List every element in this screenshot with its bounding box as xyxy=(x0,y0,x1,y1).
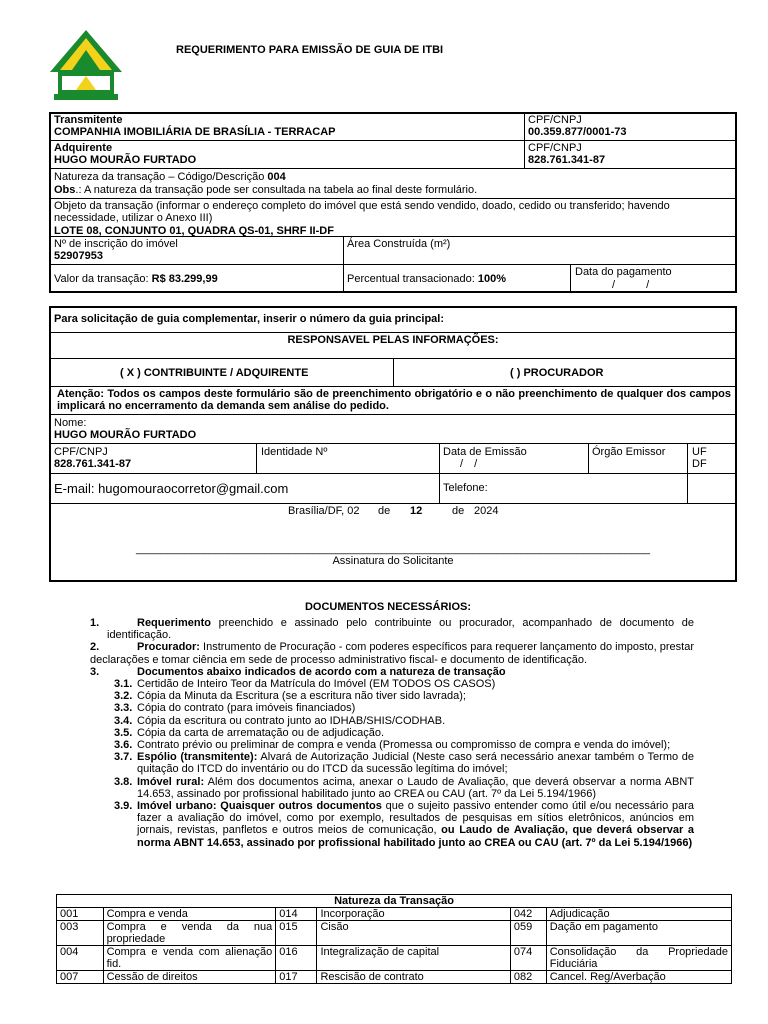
natureza-row xyxy=(57,908,732,921)
uf-value: DF xyxy=(692,458,707,470)
responsavel-block xyxy=(49,306,737,582)
responsavel-title: RESPONSAVEL PELAS INFORMAÇÕES: xyxy=(287,334,499,346)
natureza-desc: Cancel. Reg/Averbação xyxy=(546,971,731,984)
percentual-line: Percentual transacionado: 100% xyxy=(347,273,507,285)
natureza-desc: Adjudicação xyxy=(546,908,731,921)
nome-value: HUGO MOURÃO FURTADO xyxy=(54,429,197,441)
adquirente-doc: 828.761.341-87 xyxy=(528,154,606,166)
percentual-value: 100% xyxy=(477,273,507,285)
natureza-desc: Compra e venda com alienação fid. xyxy=(103,946,276,971)
doc-subitem: 3.1. Certidão de Inteiro Teor da Matrícula do Imóvel (EM TODOS OS CASOS) xyxy=(114,678,496,691)
natureza-row xyxy=(57,971,732,984)
doc-subitem: 3.9. Imóvel urbano: Quaisquer outros documentos que o sujeito passivo entender como útil e/ou necessário para fazer a avaliação do imóvel, como por exemplo, resultados de pesquisas em sítios eletrônicos, anúncios em jornais, revistas, panfletos e outros meios de comunicação, ou Laudo de Avaliação, que deverá observar a norma ABNT 14.653, assinado por profissional habilitado junto ao CREA ou CAU (art. 7º da Lei 5.194/1966) xyxy=(114,800,694,849)
date-de-1: de xyxy=(378,505,391,517)
nome-label: Nome: xyxy=(54,417,87,429)
natureza-code: 016 xyxy=(276,946,317,971)
doc-item-3: 3. Documentos abaixo indicados de acordo com a natureza de transação xyxy=(90,665,506,678)
option-contribuinte[interactable]: ( X ) CONTRIBUINTE / ADQUIRENTE xyxy=(120,367,309,379)
doc-subitem: 3.6. Contrato prévio ou preliminar de compra e venda (Promessa ou compromisso de compra e venda do imóvel); xyxy=(114,739,671,752)
doc-subitem: 3.4. Cópia da escritura ou contrato junto ao IDHAB/SHIS/CODHAB. xyxy=(114,714,446,727)
emissao-value: / / xyxy=(460,458,478,470)
doc-subitem: 3.2. Cópia da Minuta da Escritura (se a escritura não tiver sido lavrada); xyxy=(114,690,466,703)
natureza-desc: Incorporação xyxy=(317,908,510,921)
doc-sublist xyxy=(90,678,694,849)
date-month: 12 xyxy=(410,505,423,517)
date-year: 2024 xyxy=(474,505,499,517)
natureza-desc: Compra e venda da nua propriedade xyxy=(103,921,276,946)
valor-value: R$ 83.299,99 xyxy=(151,273,218,285)
natureza-code: 001 xyxy=(57,908,104,921)
natureza-desc: Cisão xyxy=(317,921,510,946)
doc-subitem: 3.7. Espólio (transmitente): Alvará de Autorização Judicial (Neste caso será necessário anexar também o Termo de quitação do ITCD do inventário ou do ITCD da sucessão legítima do imóvel; xyxy=(114,751,694,776)
natureza-desc: Rescisão de contrato xyxy=(317,971,510,984)
natureza-table-body xyxy=(57,908,732,984)
doc-item-1: 1. Requerimento preenchido e assinado pelo contribuinte ou procurador, acompanhado de documento de identificação. xyxy=(90,617,694,642)
doc-subitem: 3.5. Cópia da carta de arrematação ou de adjudicação. xyxy=(114,726,385,739)
data-pagamento-label: Data do pagamento xyxy=(575,266,672,278)
email-line: E-mail: hugomouraocorretor@gmail.com xyxy=(54,481,289,496)
natureza-code: 015 xyxy=(276,921,317,946)
area-label: Área Construída (m²) xyxy=(347,238,451,250)
adquirente-name: HUGO MOURÃO FURTADO xyxy=(54,154,197,166)
complementar-text: Para solicitação de guia complementar, inserir o número da guia principal: xyxy=(54,313,445,325)
natureza-code: 007 xyxy=(57,971,104,984)
natureza-line: Natureza da transação – Código/Descrição 004 xyxy=(54,171,286,183)
natureza-code: 004 xyxy=(267,171,286,183)
natureza-code: 059 xyxy=(510,921,546,946)
inscricao-value: 52907953 xyxy=(54,250,103,262)
doc-subitem: 3.3. Cópia do contrato (para imóveis financiados) xyxy=(114,702,356,715)
option-procurador[interactable]: ( ) PROCURADOR xyxy=(510,367,604,379)
transmitente-label: Transmitente xyxy=(54,114,123,126)
documentos-title: DOCUMENTOS NECESSÁRIOS: xyxy=(304,601,472,613)
adquirente-doc-label: CPF/CNPJ xyxy=(528,142,582,154)
natureza-desc: Integralização de capital xyxy=(317,946,510,971)
natureza-desc: Dação em pagamento xyxy=(546,921,731,946)
natureza-code: 042 xyxy=(510,908,546,921)
documentos-list xyxy=(90,617,694,849)
orgao-label: Órgão Emissor xyxy=(592,446,666,458)
objeto-label: Objeto da transação (informar o endereço completo do imóvel que está sendo vendido, doado, cedido ou transferido; havendo necessidade, utilizar o Anexo III) xyxy=(54,200,670,224)
natureza-code: 014 xyxy=(276,908,317,921)
natureza-desc: Consolidação da Propriedade Fiduciária xyxy=(546,946,731,971)
natureza-code: 003 xyxy=(57,921,104,946)
email-value: hugomouraocorretor@gmail.com xyxy=(98,481,289,496)
page-title: REQUERIMENTO PARA EMISSÃO DE GUIA DE ITBI xyxy=(176,44,444,56)
inscricao-label: Nº de inscrição do imóvel xyxy=(54,238,178,250)
natureza-desc: Compra e venda xyxy=(103,908,276,921)
telefone-label: Telefone: xyxy=(443,482,488,494)
date-de-2: de xyxy=(452,505,465,517)
natureza-row xyxy=(57,921,732,946)
cpf-label: CPF/CNPJ xyxy=(54,446,108,458)
uf-label: UF xyxy=(692,446,707,458)
atencao-text: Atenção: Todos os campos deste formulário são de preenchimento obrigatório e o não preenchimento de qualquer dos campos implicará no encerramento da demanda sem análise do pedido. xyxy=(57,388,731,412)
natureza-code: 017 xyxy=(276,971,317,984)
natureza-code: 074 xyxy=(510,946,546,971)
adquirente-label: Adquirente xyxy=(54,142,113,154)
transmitente-name: COMPANHIA IMOBILIÁRIA DE BRASÍLIA - TERRACAP xyxy=(54,126,336,138)
emissao-label: Data de Emissão xyxy=(443,446,527,458)
local-data-text: Brasília/DF, 02 xyxy=(288,505,360,517)
signature-label: Assinatura do Solicitante xyxy=(332,555,454,567)
doc-subitem: 3.8. Imóvel rural: Além dos documentos acima, anexar o Laudo de Avaliação, que deverá observar a norma ABNT 14.653, assinado por profissional habilitado junto ao CREA ou CAU (art. 7º da Lei 5.194/1966) xyxy=(114,775,694,800)
identidade-label: Identidade Nº xyxy=(261,446,328,458)
natureza-table-title: Natureza da Transação xyxy=(57,895,732,908)
transmitente-doc: 00.359.877/0001-73 xyxy=(528,126,627,138)
natureza-row xyxy=(57,946,732,971)
data-pagamento-value: / / xyxy=(612,279,650,291)
obs-line: Obs.: A natureza da transação pode ser consultada na tabela ao final deste formulário. xyxy=(54,184,478,196)
cpf-value: 828.761.341-87 xyxy=(54,458,132,470)
natureza-code: 082 xyxy=(510,971,546,984)
natureza-table xyxy=(56,894,732,984)
brasilia-logo xyxy=(46,28,126,104)
natureza-code: 004 xyxy=(57,946,104,971)
signature-line: ____________________________________________________________________________________ xyxy=(136,543,650,555)
transmitente-doc-label: CPF/CNPJ xyxy=(528,114,582,126)
objeto-value: LOTE 08, CONJUNTO 01, QUADRA QS-01, SHRF II-DF xyxy=(54,225,334,237)
valor-line: Valor da transação: R$ 83.299,99 xyxy=(54,273,218,285)
doc-item-2: 2. Procurador: Instrumento de Procuração - com poderes específicos para requerer lançamento do imposto, prestar declarações e tomar ciência em sede de processo administrativo fiscal- e documento de identificação. xyxy=(90,641,694,666)
natureza-desc: Cessão de direitos xyxy=(103,971,276,984)
